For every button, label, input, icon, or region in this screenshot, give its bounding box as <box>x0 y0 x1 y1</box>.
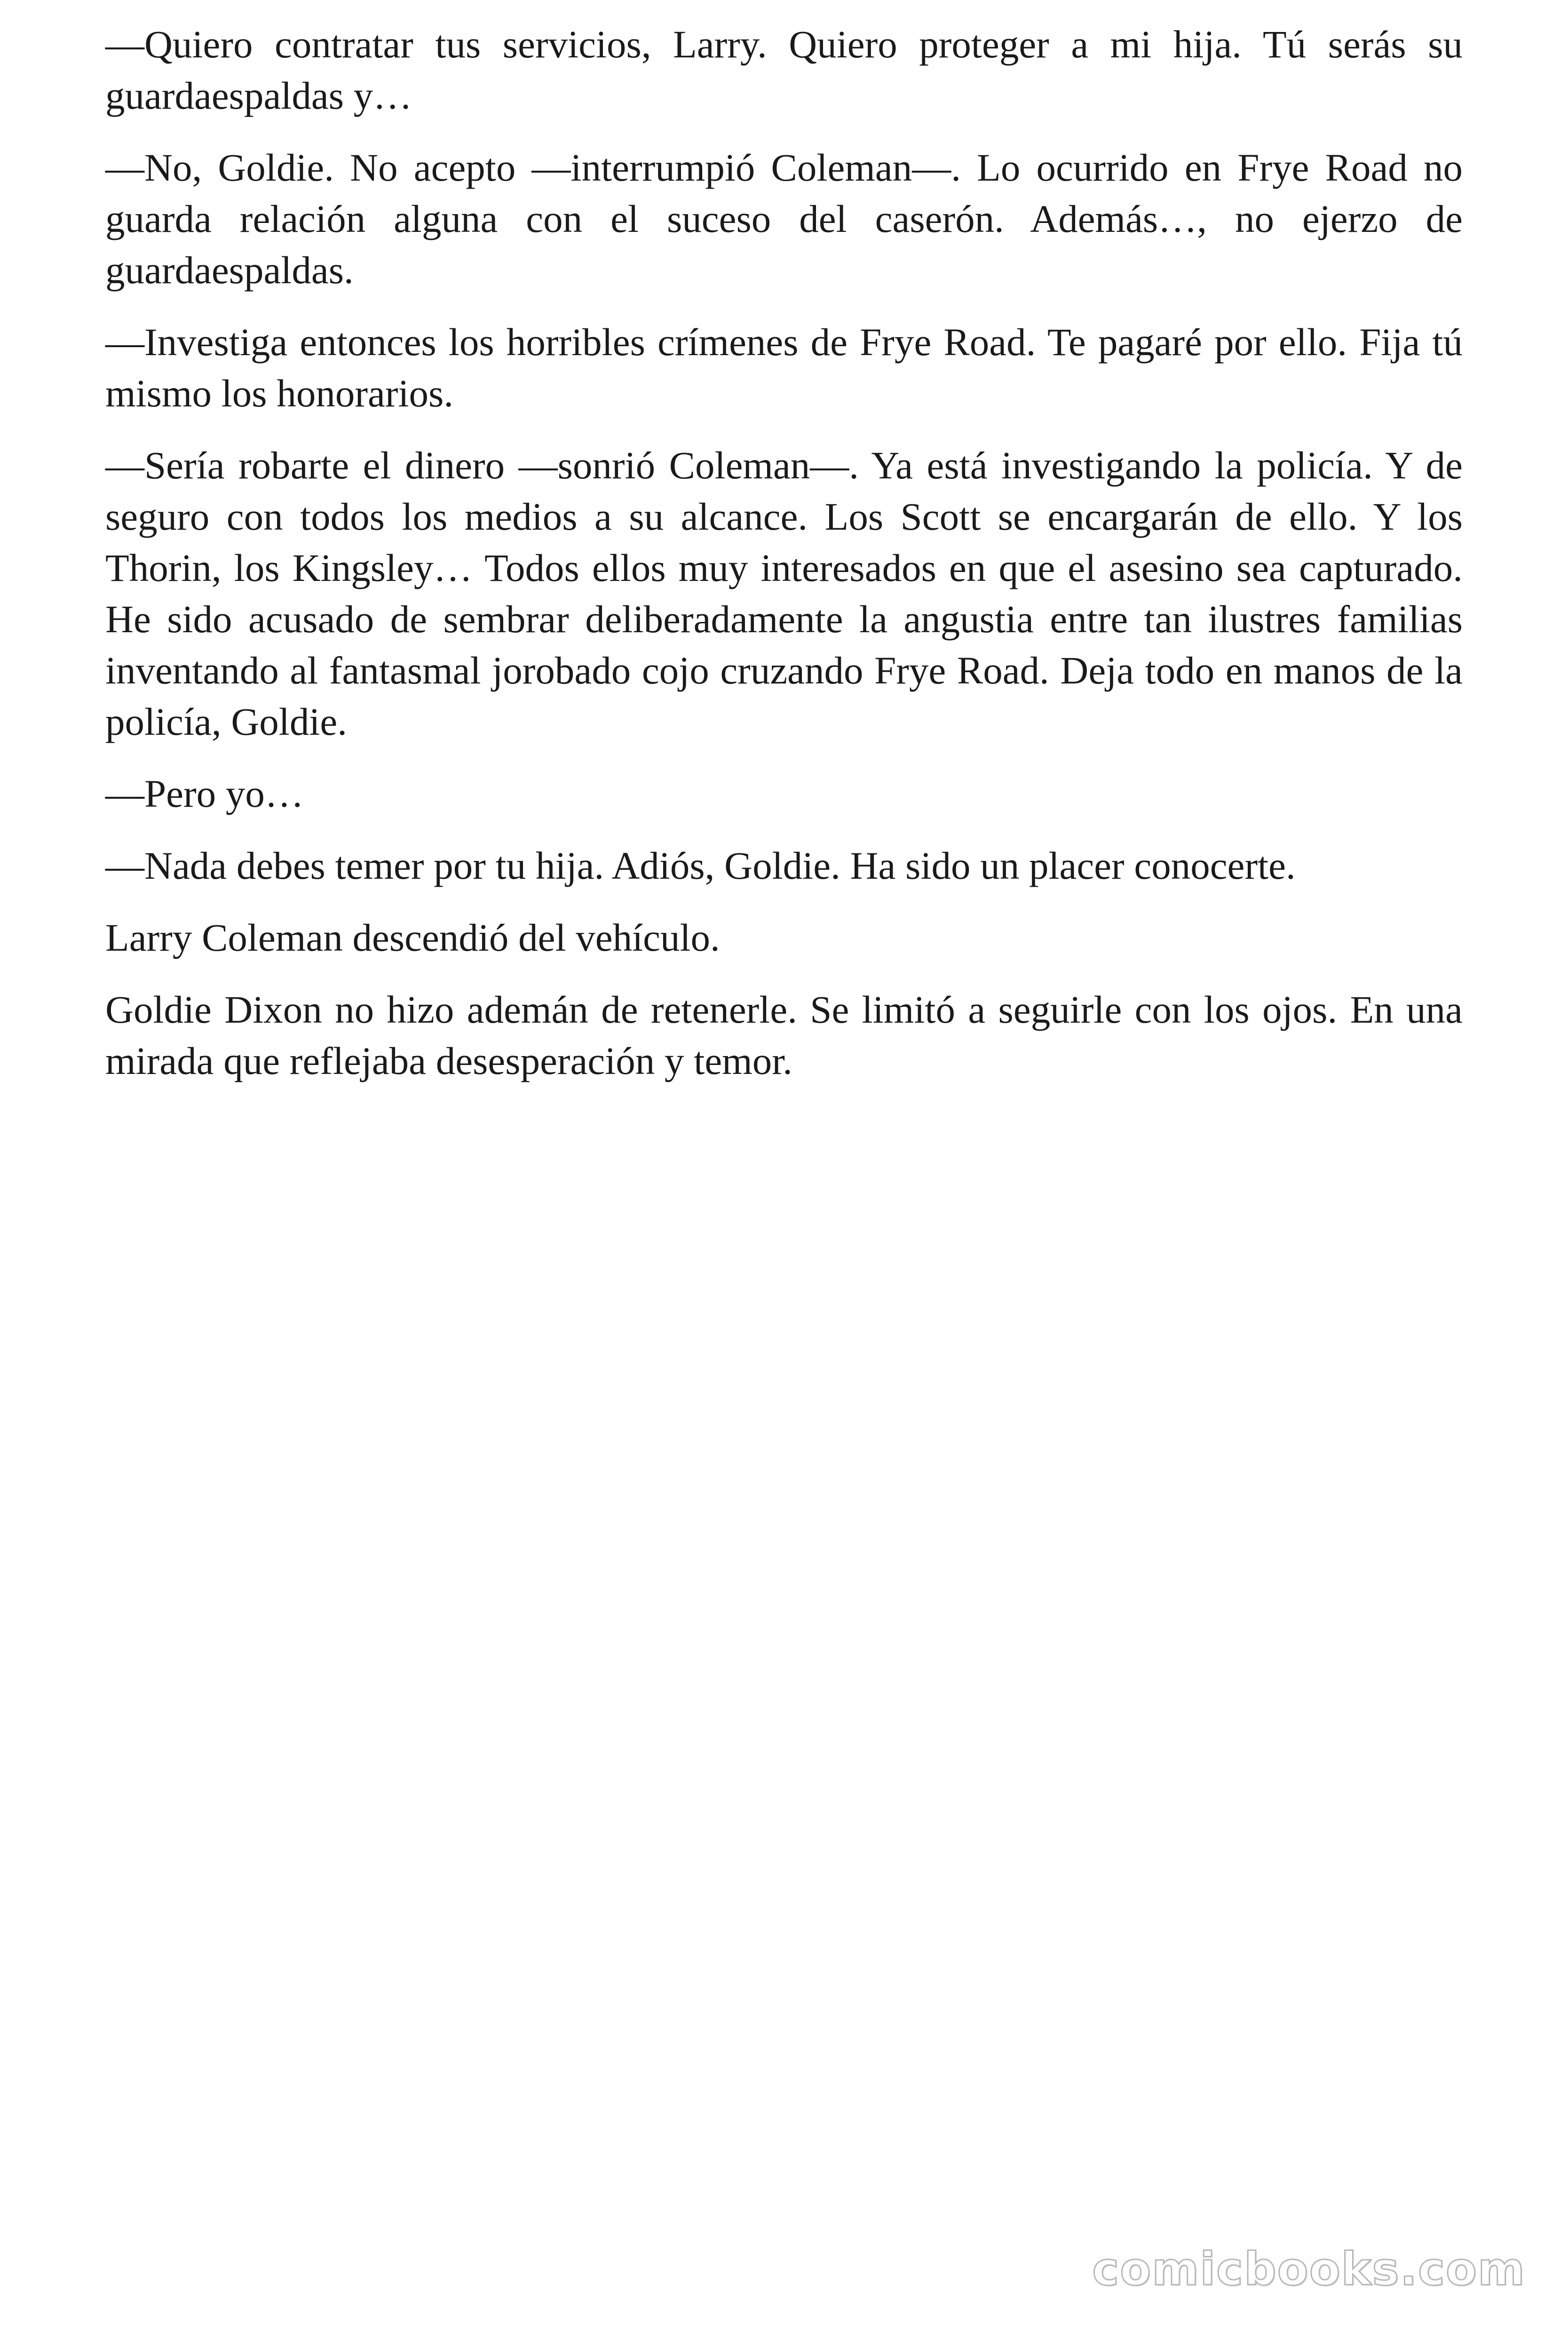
document-body <box>105 19 1463 1107</box>
paragraph: Goldie Dixon no hizo ademán de retenerle. Se limitó a seguirle con los ojos. En una mirada que reflejaba desesperación y temor. <box>105 988 1463 1082</box>
paragraph: —Sería robarte el dinero —sonrió Coleman—. Ya está investigando la policía. Y de seguro con todos los medios a su alcance. Los Scott se encargarán de ello. Y los Thorin, los Kingsley… Todos ellos muy interesados en que el asesino sea capturado. He sido acusado de sembrar deliberadamente la angustia entre tan ilustres familias inventando al fantasmal jorobado cojo cruzando Frye Road. Deja todo en manos de la policía, Goldie. <box>105 444 1463 743</box>
watermark: comicbooks.com <box>1092 2243 1526 2296</box>
paragraph: —No, Goldie. No acepto —interrumpió Coleman—. Lo ocurrido en Frye Road no guarda relación alguna con el suceso del caserón. Además…, no ejerzo de guardaespaldas. <box>105 146 1463 292</box>
paragraph: Larry Coleman descendió del vehículo. <box>105 916 720 959</box>
paragraph: —Pero yo… <box>105 772 304 815</box>
paragraph: —Quiero contratar tus servicios, Larry. Quiero proteger a mi hija. Tú serás su guardaespaldas y… <box>105 23 1463 117</box>
paragraph: —Investiga entonces los horribles crímenes de Frye Road. Te pagaré por ello. Fija tú mismo los honorarios. <box>105 320 1463 415</box>
paragraph: —Nada debes temer por tu hija. Adiós, Goldie. Ha sido un placer conocerte. <box>105 844 1296 887</box>
